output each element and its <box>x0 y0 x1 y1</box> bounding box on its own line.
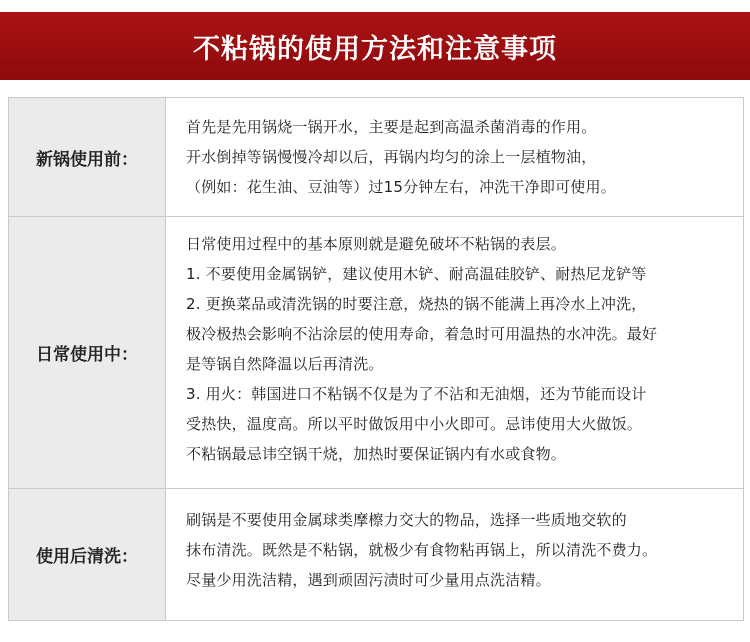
content-line: 极冷极热会影响不沾涂层的使用寿命，着急时可用温热的水冲洗。最好 <box>186 325 658 343</box>
content-line: 日常使用过程中的基本原则就是避免破坏不粘锅的表层。 <box>186 235 567 253</box>
content-line: 3. 用火：韩国进口不粘锅不仅是为了不沾和无油烟，还为节能而设计 <box>186 385 647 403</box>
section-row-daily-use <box>9 217 743 489</box>
content-line: 首先是先用锅烧一锅开水，主要是起到高温杀菌消毒的作用。 <box>186 118 597 136</box>
content-line: （例如：花生油、豆油等）过15分钟左右，冲洗干净即可使用。 <box>186 178 616 196</box>
section-label: 使用后清洗： <box>36 547 138 567</box>
section-content <box>166 217 743 488</box>
section-row-before-use <box>9 98 743 217</box>
content-line: 开水倒掉等锅慢慢冷却以后，再锅内均匀的涂上一层植物油， <box>186 148 597 166</box>
content-line: 受热快，温度高。所以平时做饭用中小火即可。忌讳使用大火做饭。 <box>186 415 643 433</box>
content-line: 抹布清洗。既然是不粘锅，就极少有食物粘再锅上，所以清洗不费力。 <box>186 541 658 559</box>
section-label: 新锅使用前： <box>36 149 138 170</box>
content-line: 1. 不要使用金属锅铲，建议使用木铲、耐高温硅胶铲、耐热尼龙铲等 <box>186 265 647 283</box>
content-line: 不粘锅最忌讳空锅干烧，加热时要保证锅内有水或食物。 <box>186 445 567 463</box>
banner-top-strip <box>0 0 750 12</box>
content-line: 2. 更换菜品或清洗锅的时要注意，烧热的锅不能满上再冷水上冲洗， <box>186 295 647 313</box>
title-banner <box>0 0 750 80</box>
section-label: 日常使用中： <box>36 345 138 365</box>
section-label-cell <box>9 217 166 488</box>
section-content <box>166 489 743 620</box>
content-line: 刷锅是不要使用金属球类摩檫力交大的物品，选择一些质地交软的 <box>186 511 627 529</box>
content-line: 是等锅自然降温以后再清洗。 <box>186 355 384 373</box>
section-row-after-use-cleaning <box>9 489 743 620</box>
section-label-cell <box>9 489 166 620</box>
content-line: 尽量少用洗洁精，遇到顽固污渍时可少量用点洗洁精。 <box>186 571 551 589</box>
section-label-cell <box>9 98 166 216</box>
instructions-table <box>8 97 744 621</box>
page-title: 不粘锅的使用方法和注意事项 <box>193 33 557 65</box>
section-content <box>166 98 743 216</box>
